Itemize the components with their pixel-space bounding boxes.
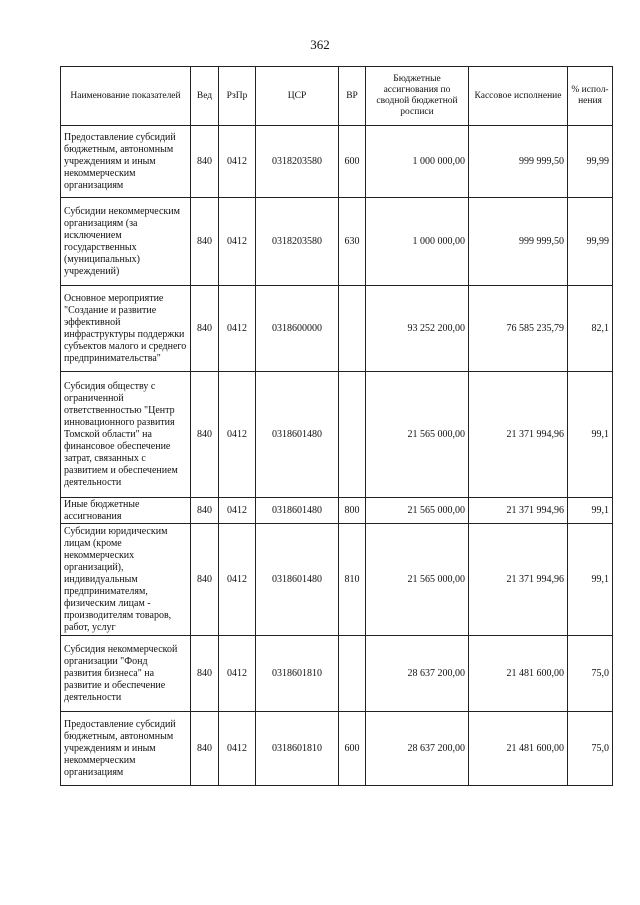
row-budget: 21 565 000,00 — [366, 372, 469, 498]
row-percent: 99,1 — [568, 524, 613, 636]
header-cash: Кассовое исполнение — [469, 67, 568, 126]
row-percent: 75,0 — [568, 712, 613, 786]
row-cash: 21 371 994,96 — [469, 524, 568, 636]
row-name: Субсидии некоммерческим организациям (за исключением государственных (муниципальных) учреждений) — [61, 198, 191, 286]
row-budget: 28 637 200,00 — [366, 712, 469, 786]
table-row — [61, 372, 613, 498]
header-percent: % испол-нения — [568, 67, 613, 126]
row-vr: 600 — [339, 712, 366, 786]
row-vr — [339, 372, 366, 498]
row-budget: 1 000 000,00 — [366, 126, 469, 198]
row-csr: 0318601480 — [256, 498, 339, 524]
row-name: Иные бюджетные ассигнования — [61, 498, 191, 524]
row-percent: 99,1 — [568, 498, 613, 524]
row-vr — [339, 286, 366, 372]
row-rzpr: 0412 — [219, 712, 256, 786]
row-budget: 1 000 000,00 — [366, 198, 469, 286]
row-cash: 76 585 235,79 — [469, 286, 568, 372]
row-cash: 999 999,50 — [469, 198, 568, 286]
row-name: Предоставление субсидий бюджетным, автономным учреждениям и иным некоммерческим организациям — [61, 712, 191, 786]
row-cash: 21 481 600,00 — [469, 712, 568, 786]
row-rzpr: 0412 — [219, 286, 256, 372]
header-csr: ЦСР — [256, 67, 339, 126]
table-row — [61, 636, 613, 712]
row-csr: 0318601810 — [256, 636, 339, 712]
row-csr: 0318601480 — [256, 524, 339, 636]
row-cash: 21 371 994,96 — [469, 498, 568, 524]
row-ved: 840 — [191, 198, 219, 286]
row-csr: 0318600000 — [256, 286, 339, 372]
row-ved: 840 — [191, 636, 219, 712]
table-row — [61, 712, 613, 786]
row-name: Предоставление субсидий бюджетным, автономным учреждениям и иным некоммерческим организациям — [61, 126, 191, 198]
row-cash: 21 371 994,96 — [469, 372, 568, 498]
row-vr: 800 — [339, 498, 366, 524]
row-ved: 840 — [191, 498, 219, 524]
row-ved: 840 — [191, 524, 219, 636]
row-cash: 21 481 600,00 — [469, 636, 568, 712]
table-row — [61, 126, 613, 198]
table-row — [61, 524, 613, 636]
header-vr: ВР — [339, 67, 366, 126]
row-rzpr: 0412 — [219, 198, 256, 286]
row-rzpr: 0412 — [219, 126, 256, 198]
header-budget: Бюджетные ассигнования по сводной бюджетной росписи — [366, 67, 469, 126]
row-percent: 75,0 — [568, 636, 613, 712]
header-ved: Вед — [191, 67, 219, 126]
header-name: Наименование показателей — [61, 67, 191, 126]
row-csr: 0318203580 — [256, 198, 339, 286]
row-csr: 0318203580 — [256, 126, 339, 198]
row-ved: 840 — [191, 712, 219, 786]
row-budget: 93 252 200,00 — [366, 286, 469, 372]
row-name: Субсидия некоммерческой организации "Фонд развития бизнеса" на развитие и обеспечение деятельности — [61, 636, 191, 712]
row-cash: 999 999,50 — [469, 126, 568, 198]
row-ved: 840 — [191, 372, 219, 498]
row-csr: 0318601810 — [256, 712, 339, 786]
row-name: Основное мероприятие "Создание и развитие эффективной инфраструктуры поддержки субъектов малого и среднего предпринимательства" — [61, 286, 191, 372]
row-rzpr: 0412 — [219, 372, 256, 498]
row-vr: 600 — [339, 126, 366, 198]
row-ved: 840 — [191, 286, 219, 372]
row-rzpr: 0412 — [219, 524, 256, 636]
row-budget: 28 637 200,00 — [366, 636, 469, 712]
row-vr: 630 — [339, 198, 366, 286]
budget-execution-table — [60, 66, 613, 786]
row-percent: 99,99 — [568, 198, 613, 286]
row-ved: 840 — [191, 126, 219, 198]
table-row — [61, 498, 613, 524]
header-rzpr: РзПр — [219, 67, 256, 126]
table-header-row — [61, 67, 613, 126]
row-percent: 99,1 — [568, 372, 613, 498]
table-row — [61, 286, 613, 372]
row-budget: 21 565 000,00 — [366, 524, 469, 636]
row-vr: 810 — [339, 524, 366, 636]
row-rzpr: 0412 — [219, 498, 256, 524]
row-percent: 82,1 — [568, 286, 613, 372]
page-number: 362 — [310, 37, 330, 52]
row-name: Субсидии юридическим лицам (кроме некоммерческих организаций), индивидуальным предпринимателям, физическим лицам - производителям товаров, работ, услуг — [61, 524, 191, 636]
row-rzpr: 0412 — [219, 636, 256, 712]
row-budget: 21 565 000,00 — [366, 498, 469, 524]
table-row — [61, 198, 613, 286]
row-name: Субсидия обществу с ограниченной ответственностью "Центр инновационного развития Томской области" на финансовое обеспечение затрат, связанных с развитием и обеспечением деятельности — [61, 372, 191, 498]
row-csr: 0318601480 — [256, 372, 339, 498]
row-percent: 99,99 — [568, 126, 613, 198]
row-vr — [339, 636, 366, 712]
